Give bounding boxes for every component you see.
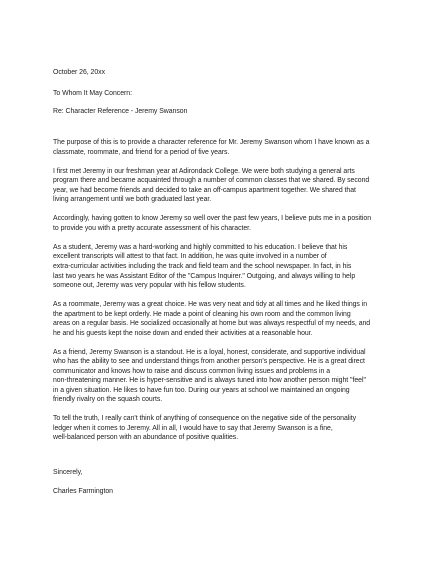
paragraph-line: excellent transcripts will attest to that fact. In addition, he was quite involved in a number of (53, 253, 327, 261)
paragraph-line: to provide you with a pretty accurate assessment of his character. (53, 224, 251, 232)
paragraph-line: the apartment to be kept orderly. He made a point of cleaning his own room and the common living (53, 310, 351, 318)
letter-date: October 26, 20xx (53, 69, 105, 76)
letter-salutation: To Whom It May Concern: (53, 90, 132, 98)
paragraph-line: Accordingly, having gotten to know Jeremy so well over the past few years, I believe puts me in a position (53, 215, 372, 223)
paragraph-line: extra-curricular activities including the track and field team and the school newspaper. In fact, in his (53, 262, 352, 270)
paragraph-line: friendly rivalry on the squash courts. (53, 396, 163, 404)
letter-signature-name: Charles Farmington (53, 488, 113, 496)
paragraph-line: To tell the truth, I really can't think of anything of consequence on the negative side of the personality (53, 415, 357, 423)
paragraph-line: someone out, Jeremy was very popular with his fellow students. (53, 282, 246, 290)
paragraph-line: As a roommate, Jeremy was a great choice. He was very neat and tidy at all times and he liked things in (53, 301, 368, 308)
paragraph-line: I first met Jeremy in our freshman year at Adirondack College. We were both studying a general arts (53, 167, 355, 175)
paragraph-line: well-balanced person with an abundance of positive qualities. (53, 434, 239, 442)
paragraph-line: communicator and knows how to raise and discuss common living issues and problems in a (53, 367, 331, 375)
letter-paragraph (53, 167, 410, 205)
letter-paragraph (53, 138, 410, 157)
letter-paragraph (53, 414, 410, 443)
paragraph-line: The purpose of this is to provide a character reference for Mr. Jeremy Swanson whom I have known as a (53, 139, 370, 147)
letter-paragraph (53, 348, 410, 405)
letter-paragraph (53, 214, 410, 233)
paragraph-line: he and his guests kept the noise down and ended their activities at a reasonable hour. (53, 329, 313, 337)
paragraph-line: areas on a regular basis. He socialized occasionally at home but was always respectful of my needs, and (53, 320, 371, 328)
paragraph-line: program there and became acquainted through a number of common classes that we shared. By second (53, 177, 370, 185)
letter-closing: Sincerely, (53, 468, 83, 476)
letter-paragraph (53, 300, 410, 338)
paragraph-line: living arrangement until we both graduated last year. (53, 196, 212, 204)
paragraph-line: who has the ability to see and understand things from another person's perspective. He is a great direct (53, 358, 365, 366)
paragraph-line: last two years he was Assistant Editor of the "Campus Inquirer." Outgoing, and always willing to help (53, 272, 356, 280)
letter-paragraph (53, 243, 410, 291)
paragraph-line: As a friend, Jeremy Swanson is a standout. He is a loyal, honest, considerate, and supportive individual (53, 348, 366, 356)
paragraph-line: non-threatening manner. He is hyper-sensitive and is always tuned into how another person might "feel" (53, 377, 366, 385)
paragraph-line: ledger when it comes to Jeremy. All in all, I would have to say that Jeremy Swanson is a fine, (53, 424, 333, 432)
paragraph-line: classmate, roommate, and friend for a period of five years. (53, 148, 230, 156)
letter-subject: Re: Character Reference - Jeremy Swanson (53, 107, 188, 115)
paragraph-line: year, we had become friends and decided to take an off-campus apartment together. We shared that (53, 186, 356, 194)
letter-body (53, 138, 410, 443)
paragraph-line: in a given situation. He likes to have fun too. During our years at school we maintained an ongoing (53, 386, 350, 394)
paragraph-line: As a student, Jeremy was a hard-working and highly committed to his education. I believe that his (53, 243, 348, 251)
